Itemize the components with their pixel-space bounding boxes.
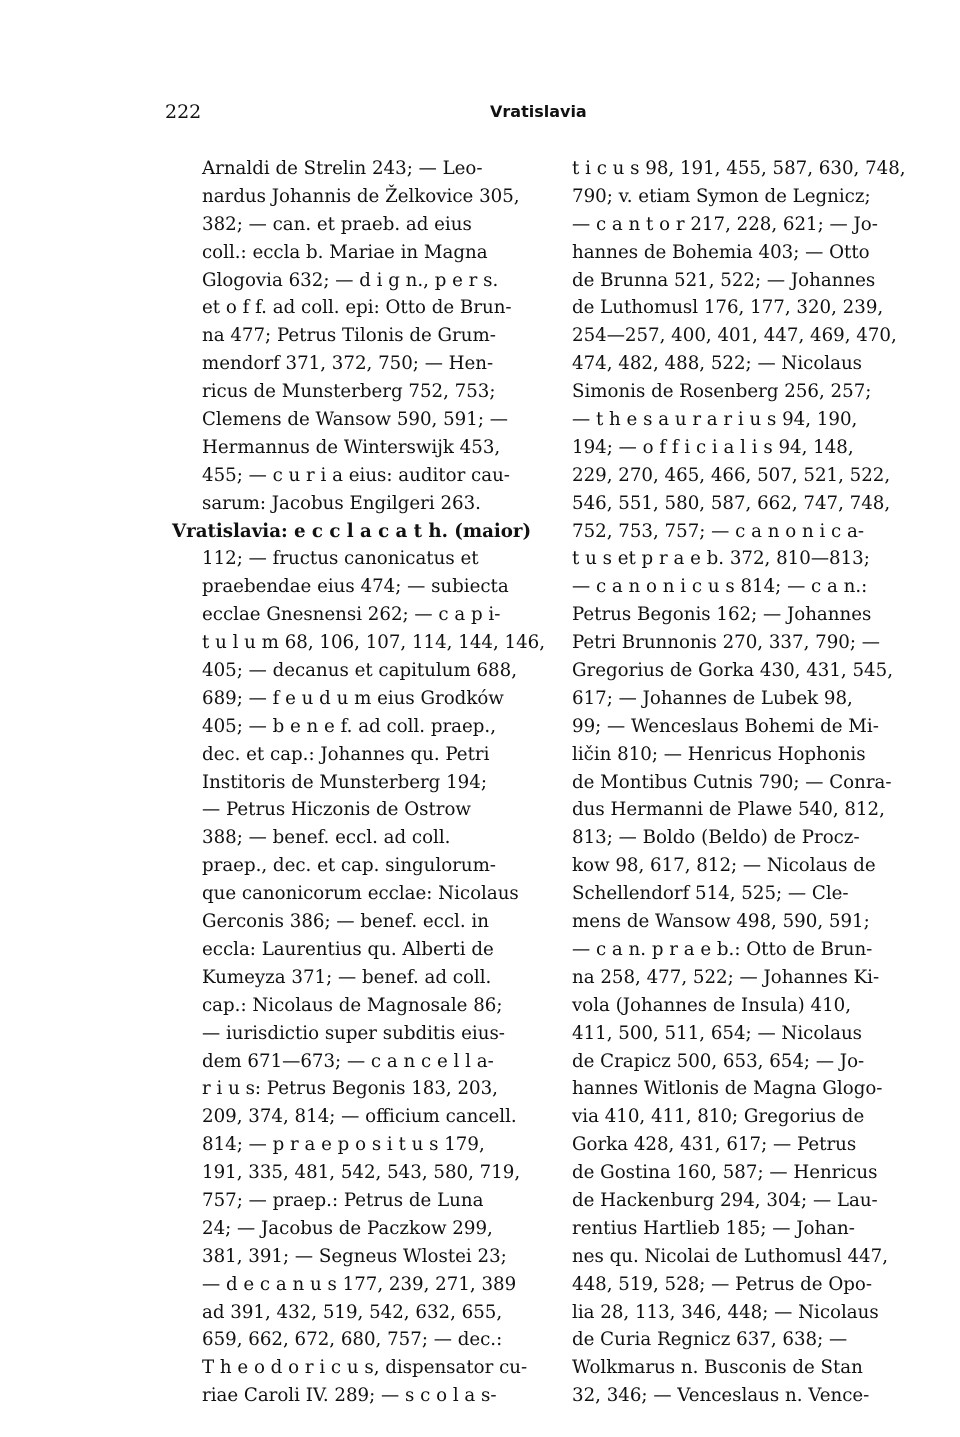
left-column-line: 814; — p r a e p o s i t u s 179, [202, 1134, 485, 1156]
left-column-line: riae Caroli IV. 289; — s c o l a s- [202, 1385, 497, 1407]
left-column-line: 388; — benef. eccl. ad coll. [202, 827, 451, 849]
right-column [572, 155, 906, 1410]
left-column-line: 757; — praep.: Petrus de Luna [202, 1189, 484, 1211]
right-column-line: hannes de Bohemia 403; — Otto [572, 241, 870, 263]
left-column-line: — Petrus Hiczonis de Ostrow [202, 799, 471, 821]
right-column-line: dus Hermanni de Plawe 540, 812, [572, 799, 885, 821]
left-column-line: Hermannus de Winterswijk 453, [202, 436, 501, 458]
right-column-line: Wolkmarus n. Busconis de Stan [572, 1357, 863, 1379]
left-column-line: 382; — can. et praeb. ad eius [202, 213, 472, 235]
left-column-line: 689; — f e u d u m eius Grodków [202, 687, 504, 709]
left-column-line: 405; — decanus et capitulum 688, [202, 660, 517, 682]
right-column-line: Schellendorf 514, 525; — Cle- [572, 883, 849, 905]
right-column-line: kow 98, 617, 812; — Nicolaus de [572, 855, 876, 877]
right-column-line: Petrus Begonis 162; — Johannes [572, 604, 872, 626]
left-column-line: Arnaldi de Strelin 243; — Leo- [202, 158, 483, 179]
left-column-line: dem 671—673; — c a n c e l l a- [202, 1050, 494, 1072]
page-number: 222 [165, 101, 202, 123]
left-column-line: T h e o d o r i c u s, dispensator cu- [202, 1357, 528, 1379]
left-column-line: 191, 335, 481, 542, 543, 580, 719, [202, 1162, 521, 1184]
right-column-line: — c a n o n i c u s 814; — c a n.: [572, 576, 868, 598]
right-column-line: de Hackenburg 294, 304; — Lau- [572, 1189, 878, 1211]
left-column-line: t u l u m 68, 106, 107, 114, 144, 146, [202, 632, 546, 654]
right-column-line: — c a n t o r 217, 228, 621; — Jo- [572, 213, 878, 235]
right-column-line: 229, 270, 465, 466, 507, 521, 522, [572, 464, 891, 486]
left-column-line: Gerconis 386; — benef. eccl. in [202, 911, 489, 933]
right-column-line: Petri Brunnonis 270, 337, 790; — [572, 632, 880, 654]
right-column-line: 474, 482, 488, 522; — Nicolaus [572, 353, 862, 375]
left-column [172, 155, 546, 1410]
right-column-line: de Curia Regnicz 637, 638; — [572, 1329, 848, 1351]
left-column-line: coll.: eccla b. Mariae in Magna [202, 241, 488, 263]
right-column-line: hannes Witlonis de Magna Glogo- [572, 1078, 883, 1100]
left-column-line: eccla: Laurentius qu. Alberti de [202, 938, 494, 960]
right-column-line: — c a n. p r a e b.: Otto de Brun- [572, 938, 873, 960]
running-title: Vratislavia [490, 102, 587, 121]
left-column-line: que canonicorum ecclae: Nicolaus [202, 883, 519, 905]
left-column-line: praebendae eius 474; — subiecta [202, 576, 509, 598]
left-column-line: na 477; Petrus Tilonis de Grum- [202, 325, 496, 347]
right-column-line: Gorka 428, 431, 617; — Petrus [572, 1134, 857, 1156]
right-column-line: 546, 551, 580, 587, 662, 747, 748, [572, 492, 891, 514]
right-column-line: 752, 753, 757; — c a n o n i c a- [572, 520, 865, 542]
left-column-line: Kumeyza 371; — benef. ad coll. [202, 966, 492, 988]
left-column-line: ricus de Munsterberg 752, 753; [202, 381, 496, 403]
left-column-line: — iurisdictio super subditis eius- [202, 1022, 505, 1044]
right-column-line: mens de Wansow 498, 590, 591; [572, 911, 870, 933]
left-column-line: Clemens de Wansow 590, 591; — [202, 409, 508, 431]
left-column-line: 381, 391; — Segneus Wlostei 23; [202, 1245, 507, 1267]
left-column-line: dec. et cap.: Johannes qu. Petri [202, 743, 490, 765]
left-column-line: 24; — Jacobus de Paczkow 299, [202, 1217, 493, 1239]
left-column-line: Vratislavia: e c c l a c a t h. (maior) [172, 520, 532, 542]
left-column-line: 455; — c u r i a eius: auditor cau- [202, 464, 510, 486]
right-column-line: rentius Hartlieb 185; — Johan- [572, 1217, 855, 1239]
right-column-line: 448, 519, 528; — Petrus de Opo- [572, 1273, 872, 1295]
left-column-line: — d e c a n u s 177, 239, 271, 389 [202, 1273, 517, 1295]
right-column-line: de Montibus Cutnis 790; — Conra- [572, 771, 892, 793]
right-column-line: nes qu. Nicolai de Luthomusl 447, [572, 1245, 888, 1267]
left-column-line: 659, 662, 672, 680, 757; — dec.: [202, 1329, 503, 1351]
right-column-line: lia 28, 113, 346, 448; — Nicolaus [572, 1301, 879, 1323]
left-column-line: et o f f. ad coll. epi: Otto de Brun- [202, 297, 512, 319]
right-column-line: 254—257, 400, 401, 447, 469, 470, [572, 325, 897, 347]
left-column-line: nardus Johannis de Želkovice 305, [202, 185, 520, 207]
right-column-line: via 410, 411, 810; Gregorius de [572, 1106, 865, 1128]
right-column-line: de Gostina 160, 587; — Henricus [572, 1162, 878, 1184]
right-column-line: 32, 346; — Venceslaus n. Vence- [572, 1385, 870, 1407]
left-column-line: praep., dec. et cap. singulorum- [202, 855, 496, 877]
right-column-line: 813; — Boldo (Beldo) de Procz- [572, 827, 860, 849]
right-column-line: 194; — o f f i c i a l i s 94, 148, [572, 436, 854, 458]
left-column-line: sarum: Jacobus Engilgeri 263. [202, 492, 481, 514]
left-column-line: mendorf 371, 372, 750; — Hen- [202, 353, 494, 375]
right-column-line: de Luthomusl 176, 177, 320, 239, [572, 297, 884, 319]
right-column-line: ličin 810; — Henricus Hophonis [572, 743, 866, 765]
left-column-line: Institoris de Munsterberg 194; [202, 771, 487, 793]
left-column-line: ecclae Gnesnensi 262; — c a p i- [202, 604, 501, 626]
right-column-line: de Crapicz 500, 653, 654; — Jo- [572, 1050, 865, 1072]
right-column-line: — t h e s a u r a r i u s 94, 190, [572, 409, 858, 431]
left-column-line: 405; — b e n e f. ad coll. praep., [202, 715, 496, 737]
left-column-line: r i u s: Petrus Begonis 183, 203, [202, 1078, 498, 1100]
right-column-line: t i c u s 98, 191, 455, 587, 630, 748, [572, 158, 906, 179]
right-column-line: t u s et p r a e b. 372, 810—813; [572, 548, 870, 570]
left-column-line: Glogovia 632; — d i g n., p e r s. [202, 269, 499, 291]
left-column-line: cap.: Nicolaus de Magnosale 86; [202, 994, 503, 1016]
left-column-line: ad 391, 432, 519, 542, 632, 655, [202, 1301, 503, 1323]
right-column-line: Simonis de Rosenberg 256, 257; [572, 381, 872, 403]
right-column-line: Gregorius de Gorka 430, 431, 545, [572, 660, 893, 682]
right-column-line: na 258, 477, 522; — Johannes Ki- [572, 966, 880, 988]
left-column-line: 209, 374, 814; — officium cancell. [202, 1106, 517, 1128]
right-column-line: vola (Johannes de Insula) 410, [572, 994, 852, 1016]
right-column-line: 99; — Wenceslaus Bohemi de Mi- [572, 715, 879, 737]
left-column-line: 112; — fructus canonicatus et [202, 548, 479, 570]
right-column-line: 617; — Johannes de Lubek 98, [572, 687, 853, 709]
right-column-line: de Brunna 521, 522; — Johannes [572, 269, 876, 291]
right-column-line: 790; v. etiam Symon de Legnicz; [572, 185, 871, 207]
right-column-line: 411, 500, 511, 654; — Nicolaus [572, 1022, 862, 1044]
